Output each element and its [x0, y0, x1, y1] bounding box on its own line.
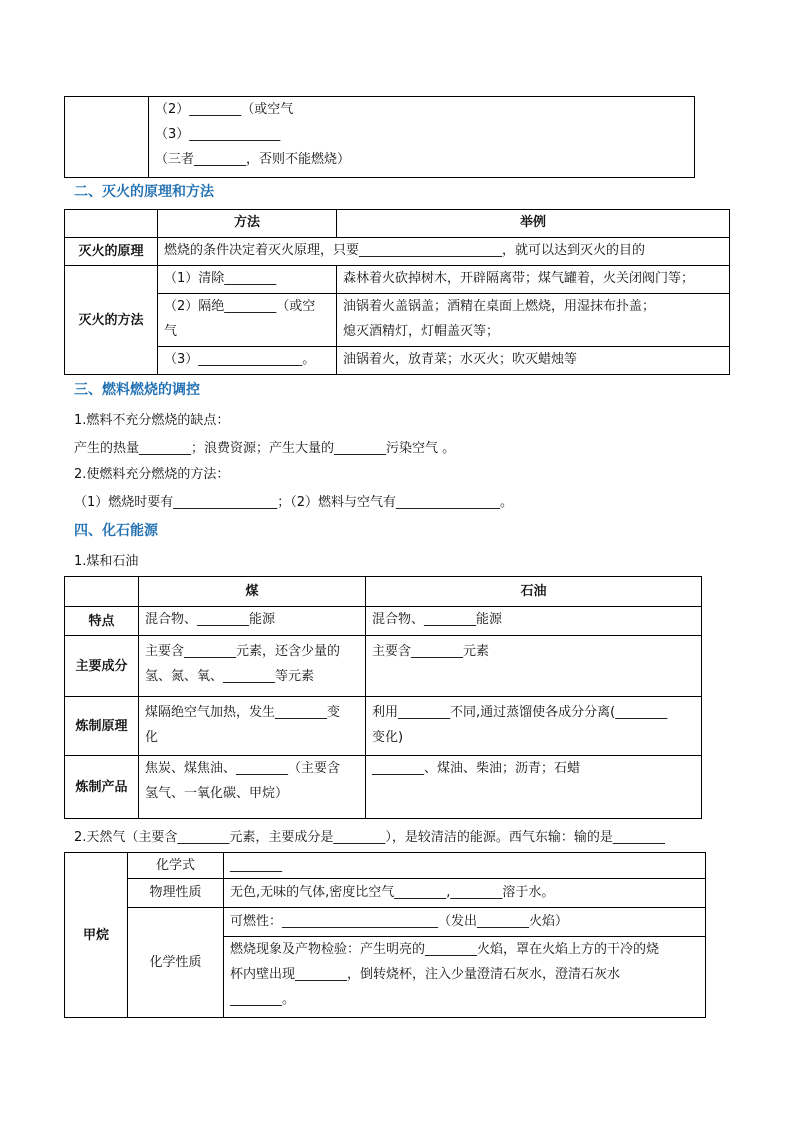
section4-subtitle: 1.煤和石油 — [74, 554, 139, 569]
oil-cell: 混合物、________能源 — [366, 607, 702, 636]
principle-label: 灭火的原理 — [65, 238, 158, 266]
method-cell: （1）清除________ — [158, 266, 337, 294]
section3-title: 三、燃料燃烧的调控 — [74, 382, 200, 398]
row-label: 特点 — [65, 607, 139, 636]
coal-header: 煤 — [139, 577, 366, 607]
physical-value: 无色,无味的气体,密度比空气________,________溶于水。 — [224, 879, 706, 908]
section2-title: 二、灭火的原理和方法 — [74, 184, 214, 200]
example-header: 举例 — [337, 210, 730, 238]
chemical-label: 化学性质 — [128, 908, 224, 1018]
section3-line: 2.使燃料充分燃烧的方法： — [74, 467, 230, 482]
formula-value: ________ — [224, 853, 706, 879]
section3-line: 1.燃料不充分燃烧的缺点： — [74, 413, 230, 428]
natural-gas-line: 2.天然气（主要含________元素，主要成分是________），是较清洁的能源。西气东输：输的是________ — [74, 830, 665, 845]
oil-cell: ________、煤油、柴油；沥青；石蜡 — [366, 756, 702, 819]
section4-title: 四、化石能源 — [74, 523, 158, 539]
methane-table — [64, 852, 706, 1018]
top-table-content-cell — [149, 97, 695, 178]
row-label: 主要成分 — [65, 636, 139, 697]
coal-cell: 焦炭、煤焦油、________（主要含 氢气、一氧化碳、甲烷） — [139, 756, 366, 819]
top-line: （3）______________ — [155, 127, 281, 142]
methane-label: 甲烷 — [65, 853, 128, 1018]
table-corner — [65, 210, 158, 238]
row-label: 炼制原理 — [65, 697, 139, 756]
coal-cell: 煤隔绝空气加热，发生________变 化 — [139, 697, 366, 756]
coal-cell: 混合物、________能源 — [139, 607, 366, 636]
table-corner — [65, 577, 139, 607]
chemical-value-2: 燃烧现象及产物检验：产生明亮的________火焰，罩在火焰上方的干冷的烧 杯内壁出现________，倒转烧杯，注入少量澄清石灰水，澄清石灰水 ________。 — [224, 937, 706, 1018]
method-cell: （3）________________。 — [158, 347, 337, 375]
fire-extinguish-table — [64, 209, 730, 375]
top-line: （2）________（或空气 — [155, 102, 294, 117]
row-label: 炼制产品 — [65, 756, 139, 819]
method-header: 方法 — [158, 210, 337, 238]
example-cell: 森林着火砍掉树木，开辟隔离带；煤气罐着，火关闭阀门等； — [337, 266, 730, 294]
top-line: （三者________，否则不能燃烧） — [155, 152, 351, 167]
section3-line: （1）燃烧时要有________________；（2）燃料与空气有________________。 — [74, 495, 514, 510]
top-table — [64, 96, 695, 178]
oil-header: 石油 — [366, 577, 702, 607]
section3-line: 产生的热量________；浪费资源；产生大量的________污染空气 。 — [74, 441, 456, 456]
physical-label: 物理性质 — [128, 879, 224, 908]
coal-cell: 主要含________元素，还含少量的 氢、氮、氧、________等元素 — [139, 636, 366, 697]
method-label: 灭火的方法 — [65, 266, 158, 375]
coal-oil-table — [64, 576, 702, 819]
example-cell: 油锅着火盖锅盖；酒精在桌面上燃烧，用湿抹布扑盖； 熄灭酒精灯，灯帽盖灭等； — [337, 294, 730, 347]
principle-text: 燃烧的条件决定着灭火原理，只要______________________，就可以达到灭火的目的 — [158, 238, 730, 266]
oil-cell: 利用________不同,通过蒸馏使各成分分离(________ 变化) — [366, 697, 702, 756]
chemical-value-1: 可燃性：________________________（发出________火焰） — [224, 908, 706, 937]
method-cell: （2）隔绝________（或空 气 — [158, 294, 337, 347]
top-table-left-cell — [65, 97, 149, 178]
oil-cell: 主要含________元素 — [366, 636, 702, 697]
formula-label: 化学式 — [128, 853, 224, 879]
example-cell: 油锅着火，放青菜；水灭火；吹灭蜡烛等 — [337, 347, 730, 375]
